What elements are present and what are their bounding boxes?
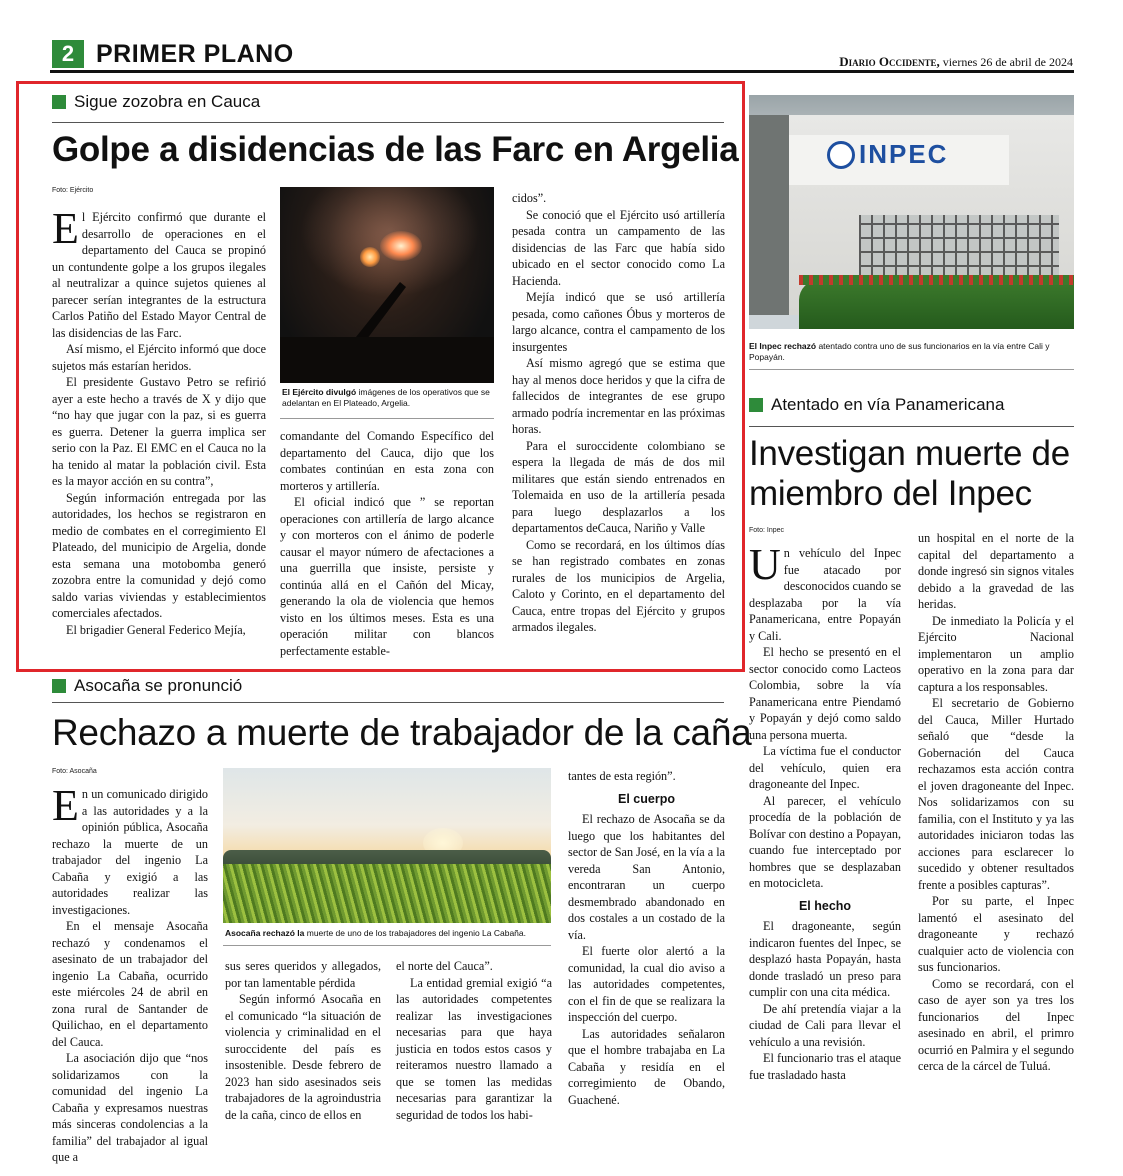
article-inpec-col2 [918, 530, 1074, 1075]
photo-hedge [799, 280, 1074, 329]
article-cane-col4 [568, 768, 725, 1108]
kicker-square-icon [52, 95, 66, 109]
photo-building-shadow [749, 115, 789, 315]
paragraph: n vehículo del Inpec fue atacado por desconocidos cuando se desplazaba por la vía Panamericana, entre Popayán y Cali. [749, 546, 901, 643]
photo-credit-inpec: Foto: Inpec [749, 527, 785, 534]
artillery-night-photo [280, 187, 494, 383]
headline-farc: Golpe a disidencias de las Farc en Argelia [52, 130, 739, 169]
inpec-seal-icon [827, 141, 855, 169]
kicker-inpec [749, 395, 1004, 415]
caption-bold: El Ejército divulgó [282, 387, 357, 397]
paragraph: Como se recordará, en los últimos días se han registrado combates en zonas rurales de los municipios de Argelia, Caloto y Corinto, en el departamento del Cauca, entre tropas del Ejército y grupos armados ilegales. [512, 537, 725, 634]
inpec-building-photo [749, 95, 1074, 329]
paragraph: l Ejército confirmó que durante el desarrollo de operaciones en el departamento del Cauca se propinó un contundente golpe a los grupos ilegales al neutralizar a quince sujetos quienes al parecer serían integrantes de la estructura Carlos Patiño del Estado Mayor Central de las disidencias de las Farc. [52, 210, 266, 340]
paragraph: La asociación dijo que “nos solidarizamos con la comunidad del ingenio La Cabaña y expresamos nuestras más sinceras condolencias a la familia” del trabajador al igual que a [52, 1051, 208, 1164]
paragraph: La víctima fue el conductor del vehículo, quien era dragoneante del Inpec. [749, 744, 901, 791]
kicker-square-icon [749, 398, 763, 412]
paragraph: En el mensaje Asocaña rechazó y condenamos el asesinato de un trabajador del ingenio La Cabaña, ocurrido este miércoles 24 de abril en zona rural de Santander de Quilichao, en el departamento del Cauca. [52, 919, 208, 1049]
paragraph: Mejía indicó que se usó artillería pesada, como cañones Óbus y morteros de largo alcance, contra el campamento de los insurgentes [512, 290, 725, 354]
photo-cane-field [223, 864, 551, 923]
paragraph: El dragoneante, según indicaron fuentes del Inpec, se desplazó hasta Popayán, hasta donde trasladó un preso para cumplir con una cita médica. [749, 919, 901, 999]
subhead-el-hecho: El hecho [798, 898, 852, 913]
paragraph: El hecho se presentó en el sector conocido como Lacteos Colombia, sobre la vía Panamericana entre Piendamó y Popayán y dejó como saldo una persona muerta. [749, 645, 901, 742]
photo-caption-cane [225, 928, 551, 939]
article-cane-col3 [396, 958, 552, 1123]
paragraph: un hospital en el norte de la capital del departamento a donde ingresó sin signos vitales debido a la gravedad de las heridas. [918, 531, 1074, 611]
paragraph: La entidad gremial exigió “a las autoridades competentes realizar las investigaciones necesarias para que haya justicia en todos estos casos y reiteramos nuestro llamado a que se tomen las medidas necesarias para garantizar la seguridad de todos los habi- [396, 975, 552, 1122]
paragraph: Las autoridades señalaron que el hombre trabajaba en La Cabaña y residía en el corregimiento de Obando, Guachené. [568, 1026, 725, 1107]
paragraph: n un comunicado dirigido a las autoridades y a la opinión pública, Asocaña rechazo la muerte de un trabajador del ingenio La Cabaña y exigió a las autoridades realizar las investigaciones. [52, 787, 208, 917]
article-cane-col2 [225, 958, 381, 1123]
header-rule [50, 70, 1074, 73]
paragraph: Se conoció que el Ejército usó artillería pesada contra un campamento de las disidencias de las Farc que había sido ubicado en el sector conocido como La Hacienda. [512, 207, 725, 288]
dropcap: U [749, 540, 781, 589]
caption-rule [280, 418, 494, 419]
photo-credit-cane: Foto: Asocaña [52, 768, 97, 775]
paragraph: De inmediato la Policía y el Ejército Nacional implementaron un amplio operativo en la zona para dar captura a los responsables. [918, 613, 1074, 694]
kicker-cane-text: Asocaña se pronunció [74, 676, 243, 695]
dropcap: E [52, 204, 79, 253]
paragraph: El brigadier General Federico Mejía, [66, 622, 246, 637]
article-cane-col1 [52, 781, 208, 1166]
photo-caption-inpec [749, 341, 1074, 363]
kicker-rule [749, 426, 1074, 427]
paragraph: De ahí pretendía viajar a la ciudad de Cali para llevar el vehículo a una revisión. [749, 1001, 901, 1049]
caption-bold: El Inpec rechazó [749, 341, 817, 351]
photo-ground [280, 337, 494, 383]
article-farc-col1 [52, 204, 266, 638]
paragraph: Por su parte, el Inpec lamentó el asesinato del dragoneante y rechazó cualquier acto de violencia con sus funcionarios. [918, 894, 1074, 974]
paragraph: comandante del Comando Específico del departamento del Cauca, dijo que los combates continúan en esta zona con morteros y artillería. [280, 429, 494, 493]
page-number: 2 [52, 40, 84, 68]
photo-sky [223, 768, 551, 863]
paragraph: Para el suroccidente colombiano se espera la llegada de más de dos mil militares que están siendo entrenados en Tolemaida en uso de la artillería pesada para luego desplazarlos a los departamentos deCauca, Nariño y Valle [512, 438, 725, 535]
issue-date: viernes 26 de abril de 2024 [939, 55, 1073, 69]
paragraph: cidos”. [512, 191, 547, 205]
paragraph: Según informó Asocaña en el comunicado “la situación de violencia y criminalidad en el suroccidente del país es insostenible. Desde febrero de 2023 han sido asesinados seis trabajadores de la agroindustria de la caña, cinco de ellos en [225, 992, 381, 1122]
caption-rule [749, 369, 1074, 370]
kicker-cane [52, 676, 242, 696]
article-inpec-col1 [749, 540, 901, 1083]
caption-text: atentado contra uno de sus funcionarios en la vía entre Cali y Popayán. [749, 341, 1050, 362]
kicker-inpec-text: Atentado en vía Panamericana [771, 395, 1005, 414]
photo-caption-farc [282, 387, 494, 409]
section-title: PRIMER PLANO [96, 40, 294, 68]
paragraph: El funcionario tras el ataque fue trasladado hasta [749, 1051, 901, 1082]
kicker-square-icon [52, 679, 66, 693]
masthead-date [839, 54, 1073, 70]
paragraph: sus seres queridos y allegados, por tan lamentable pérdida [225, 959, 381, 990]
caption-text: muerte de uno de los trabajadores del ingenio La Cabaña. [304, 928, 527, 938]
paragraph: Así mismo agregó que se estima que hay al menos doce heridos y que la cifra de fallecidos de integrantes de ese grupo armado podría incrementar en las próximas horas. [512, 356, 725, 436]
photo-flowers [799, 275, 1074, 285]
paragraph: el norte del Cauca”. [396, 959, 493, 973]
paragraph: El presidente Gustavo Petro se refirió ayer a este hecho a través de X y dijo que “no hay que jugar con la paz, si es guerra es guerra. Detener la guerra implica ser serio con la Paz. El EMC en el Cauca no la ha tenido al matar la población civil. Esta es la mayor acción en su contra”, [52, 375, 266, 488]
kicker-farc [52, 92, 260, 112]
caption-bold: Asocaña rechazó la [225, 928, 305, 938]
kicker-farc-text: Sigue zozobra en Cauca [74, 92, 261, 111]
caption-text: imágenes de los operativos que se adelantan en El Plateado, Argelia. [282, 387, 490, 408]
article-farc-col2 [280, 428, 494, 659]
headline-inpec: Investigan muerte de miembro del Inpec [749, 434, 1070, 513]
paragraph: El secretario de Gobierno del Cauca, Miller Hurtado señaló que “desde la Gobernación del Cauca rechazamos esta acción contra el joven dragoneante del Inpec. Nos solidarizamos con su familia, con el Instituto y ya las autoridades iniciaron todas las acciones para esclarecer lo sucedido y obtener resultados frente a posibles capturas”. [918, 696, 1074, 892]
paragraph: El oficial indicó que ” se reportan operaciones con artillería de largo alcance y con morteros con el ánimo de poderle causar el mayor número de afectaciones a una guerrilla que insiste, persiste y continúa allá en el Cañón del Micay, generando la ola de violencia que hemos visto en los últimos meses. Esta es una operación militar con blancos perfectamente estable- [280, 495, 494, 658]
sugarcane-field-photo [223, 768, 551, 923]
paragraph: El rechazo de Asocaña se da luego que los habitantes del sector de San José, en la vía a la vereda San Antonio, encontraran un cuerpo desmembrado abandonado en dos costales a un costado de la vía. [568, 812, 725, 942]
subhead-el-cuerpo: El cuerpo [618, 791, 675, 806]
paper-name: Diario Occidente, [839, 54, 940, 69]
photo-credit-farc: Foto: Ejército [52, 187, 94, 194]
headline-cane: Rechazo a muerte de trabajador de la caña [52, 712, 752, 753]
inpec-logo: INPEC [859, 139, 949, 169]
article-farc-col3 [512, 190, 725, 636]
paragraph: tantes de esta región”. [568, 769, 676, 783]
paragraph: Según información entregada por las autoridades, los hechos se registraron en medio de combates en el corregimiento El Plateado, del municipio de Argelia, donde esta semana una motobomba generó zozobra entre la comunidad y dejó como saldo varias viviendas y establecimientos comerciales afectados. [52, 490, 266, 620]
caption-rule [223, 945, 551, 946]
kicker-rule [52, 122, 724, 123]
paragraph: Al parecer, el vehículo procedía de la población de Bolívar con destino a Popayan, cuando fue interceptado por hombres que se desplazaban en motocicleta. [749, 793, 901, 890]
paragraph: El fuerte olor alertó a la comunidad, la cual dio aviso a las autoridades competentes, con el fin de que se realizara la inspección del cuerpo. [568, 944, 725, 1024]
paragraph: Así mismo, el Ejército informó que doce sujetos más estarían heridos. [52, 342, 266, 373]
dropcap: E [52, 781, 79, 830]
paragraph: Como se recordará, con el caso de ayer son ya tres los funcionarios del Inpec asesinado en abril, el primro ocurrió en Palmira y el segundo cerca de la cárcel de Tuluá. [918, 976, 1074, 1073]
kicker-rule [52, 702, 724, 703]
